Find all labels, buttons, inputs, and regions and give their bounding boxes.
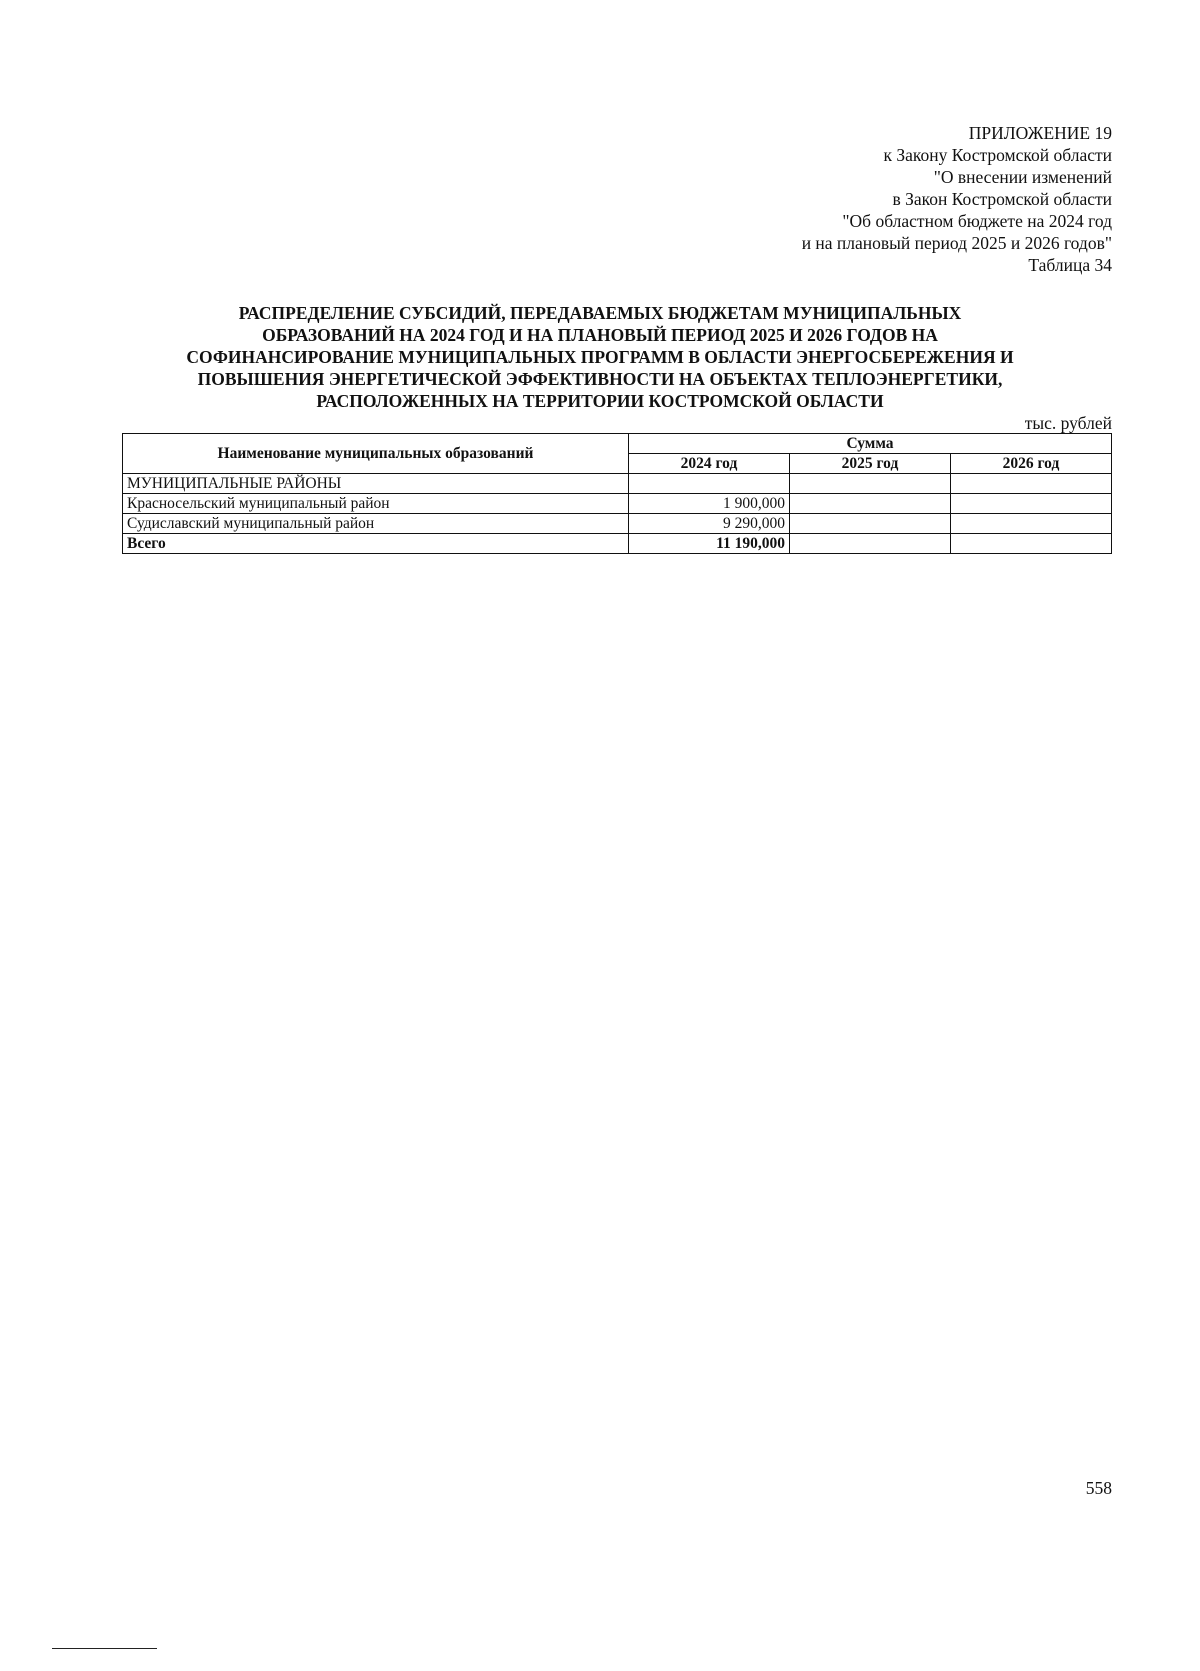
total-label: Всего	[123, 534, 629, 554]
table-row	[123, 494, 1112, 514]
section-label: МУНИЦИПАЛЬНЫЕ РАЙОНЫ	[123, 474, 629, 494]
total-value-2024: 11 190,000	[629, 534, 790, 554]
title-line: РАСПОЛОЖЕННЫХ НА ТЕРРИТОРИИ КОСТРОМСКОЙ ОБЛАСТИ	[316, 391, 884, 411]
table-number: Таблица 34	[1028, 255, 1112, 275]
header-year-2025: 2025 год	[790, 454, 951, 474]
appendix-line: к Закону Костромской области	[883, 145, 1112, 165]
title-line: ПОВЫШЕНИЯ ЭНЕРГЕТИЧЕСКОЙ ЭФФЕКТИВНОСТИ НА ОБЪЕКТАХ ТЕПЛОЭНЕРГЕТИКИ,	[197, 369, 1003, 389]
total-value-2025	[790, 534, 951, 554]
units-label: тыс. рублей	[1024, 413, 1112, 433]
title-line: ОБРАЗОВАНИЙ НА 2024 ГОД И НА ПЛАНОВЫЙ ПЕРИОД 2025 И 2026 ГОДОВ НА	[262, 325, 938, 345]
appendix-line: ПРИЛОЖЕНИЕ 19	[968, 123, 1112, 143]
subsidies-table	[122, 433, 1112, 554]
table-header-row	[123, 434, 1112, 454]
total-row	[123, 534, 1112, 554]
row-value-2024: 9 290,000	[629, 514, 790, 534]
row-value-2025	[790, 514, 951, 534]
appendix-line: "Об областном бюджете на 2024 год	[842, 211, 1112, 231]
appendix-header	[802, 122, 1112, 276]
header-year-2026: 2026 год	[951, 454, 1112, 474]
table-row	[123, 514, 1112, 534]
row-value-2026	[951, 514, 1112, 534]
total-value-2026	[951, 534, 1112, 554]
title-line: СОФИНАНСИРОВАНИЕ МУНИЦИПАЛЬНЫХ ПРОГРАММ В ОБЛАСТИ ЭНЕРГОСБЕРЕЖЕНИЯ И	[186, 347, 1014, 367]
appendix-line: в Закон Костромской области	[892, 189, 1112, 209]
row-value-2026	[951, 494, 1112, 514]
page-number: 558	[1085, 1478, 1112, 1498]
row-name: Судиславский муниципальный район	[123, 514, 629, 534]
title-line: РАСПРЕДЕЛЕНИЕ СУБСИДИЙ, ПЕРЕДАВАЕМЫХ БЮДЖЕТАМ МУНИЦИПАЛЬНЫХ	[238, 303, 962, 323]
footnote-divider	[52, 1648, 157, 1649]
appendix-line: "О внесении изменений	[933, 167, 1112, 187]
header-sum: Сумма	[629, 434, 1112, 454]
row-value-2024: 1 900,000	[629, 494, 790, 514]
row-value-2025	[790, 494, 951, 514]
header-name: Наименование муниципальных образований	[123, 434, 629, 474]
header-year-2024: 2024 год	[629, 454, 790, 474]
row-name: Красносельский муниципальный район	[123, 494, 629, 514]
document-title	[150, 302, 1050, 412]
appendix-line: и на плановый период 2025 и 2026 годов"	[801, 233, 1112, 253]
section-row	[123, 474, 1112, 494]
